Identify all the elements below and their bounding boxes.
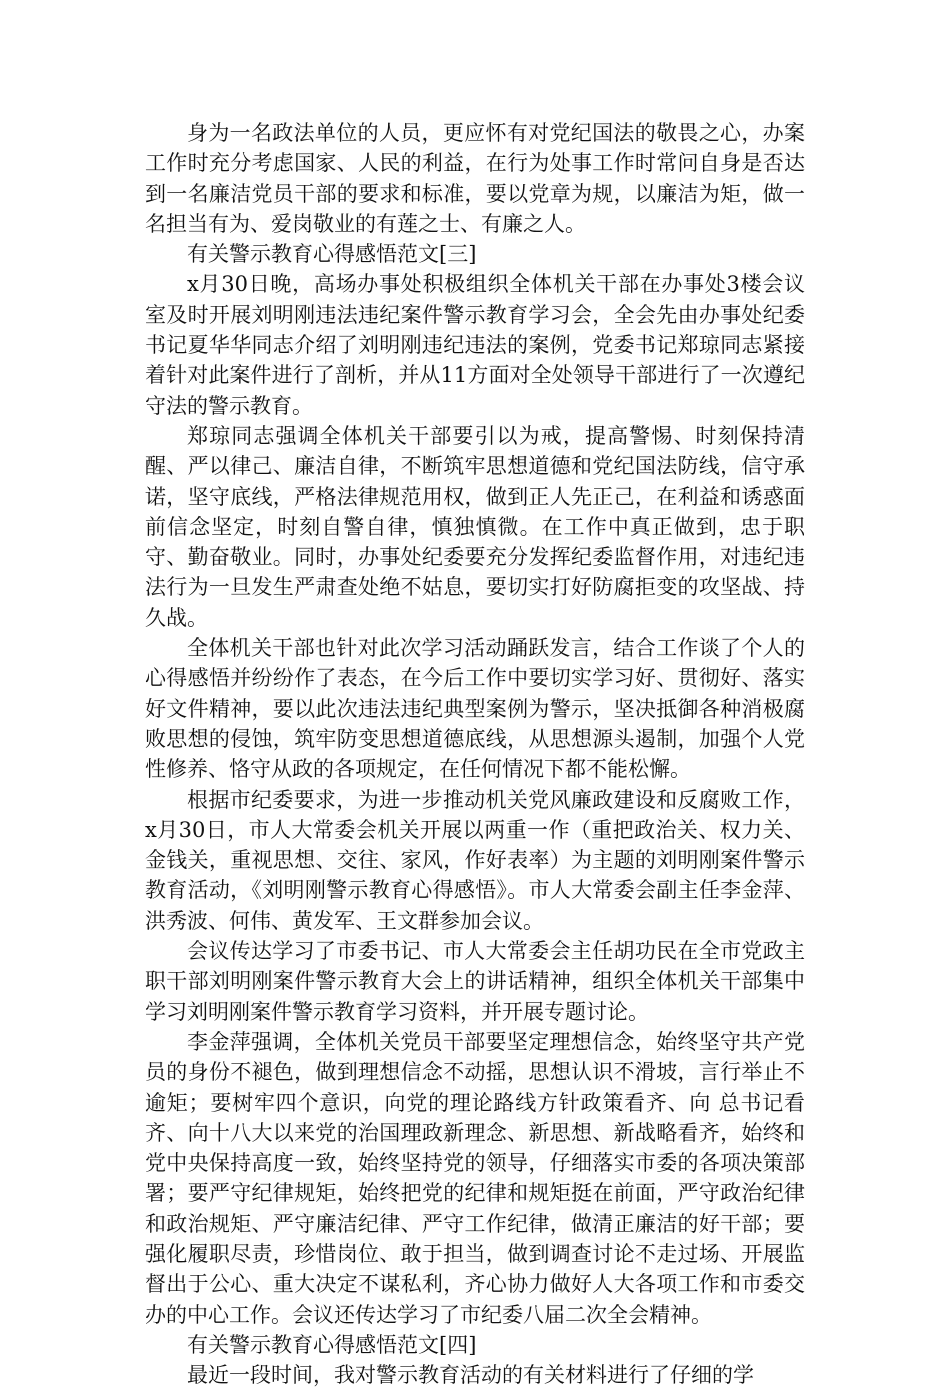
paragraph-lijinping-emphasis: 李金萍强调，全体机关党员干部要坚定理想信念，始终坚守共产党员的身份不褪色，做到理想信念不动摇，思想认识不滑坡，言行举止不逾矩；要树牢四个意识，向党的理论路线方针政策看齐、向 总书记看齐、向十八大以来党的治国理政新理念、新思想、新战略看齐，始终和党中央保持高度一致，始终坚持党的领导，仔细落实市委的各项决策部署；要严守纪律规矩，始终把党的纪律和规矩挺在前面，严守政治纪律和政治规矩、严守廉洁纪律、严守工作纪律，做清正廉洁的好干部；要强化履职尽责，珍惜岗位、敢于担当，做到调查讨论不走过场、开展监督出于公心、重大决定不谋私利，齐心协力做好人大各项工作和市委交办的中心工作。会议还传达学习了市纪委八届二次全会精神。 bbox=[145, 1029, 805, 1327]
document-body bbox=[145, 118, 805, 1390]
paragraph-gaochang-meeting: x月30日晚，高场办事处积极组织全体机关干部在办事处3楼会议室及时开展刘明刚违法违纪案件警示教育学习会，全会先由办事处纪委书记夏华华同志介绍了刘明刚违纪违法的案例，党委书记郑琼同志紧接着针对此案件进行了剖析，并从11方面对全处领导干部进行了一次遵纪守法的警示教育。 bbox=[145, 272, 805, 418]
paragraph-meeting-convey: 会议传达学习了市委书记、市人大常委会主任胡功民在全市党政主职干部刘明刚案件警示教育大会上的讲话精神，组织全体机关干部集中学习刘明刚案件警示教育学习资料，并开展专题讨论。 bbox=[145, 939, 805, 1024]
paragraph-closing-reflection: 身为一名政法单位的人员，更应怀有对党纪国法的敬畏之心，办案工作时充分考虑国家、人民的利益，在行为处事工作时常问自身是否达到一名廉洁党员干部的要求和标准，要以党章为规，以廉洁为矩，做一名担当有为、爱岗敬业的有莲之士、有廉之人。 bbox=[145, 121, 805, 236]
paragraph-cadres-speech: 全体机关干部也针对此次学习活动踊跃发言，结合工作谈了个人的心得感悟并纷纷作了表态，在今后工作中要切实学习好、贯彻好、落实好文件精神，要以此次违法违纪典型案例为警示，坚决抵御各种消极腐败思想的侵蚀，筑牢防变思想道德底线，从思想源头遏制，加强个人党性修养、恪守从政的各项规定，在任何情况下都不能松懈。 bbox=[145, 636, 805, 782]
paragraph-recent-study: 最近一段时间，我对警示教育活动的有关材料进行了仔细的学 bbox=[187, 1363, 754, 1388]
section-heading-3: 有关警示教育心得感悟范文[三] bbox=[187, 242, 477, 267]
paragraph-zhengqiong-emphasis: 郑琼同志强调全体机关干部要引以为戒，提高警惕、时刻保持清醒、严以律己、廉洁自律，不断筑牢思想道德和党纪国法防线，信守承诺，坚守底线，严格法律规范用权，做到正人先正己，在利益和诱惑面前信念坚定，时刻自警自律，慎独慎微。在工作中真正做到，忠于职守、勤奋敬业。同时，办事处纪委要充分发挥纪委监督作用，对违纪违法行为一旦发生严肃查处绝不姑息，要切实打好防腐拒变的攻坚战、持久战。 bbox=[145, 423, 805, 630]
section-heading-4: 有关警示教育心得感悟范文[四] bbox=[187, 1332, 477, 1357]
paragraph-npc-activity: 根据市纪委要求，为进一步推动机关党风廉政建设和反腐败工作，x月30日，市人大常委会机关开展以两重一作（重把政治关、权力关、金钱关，重视思想、交往、家风，作好表率）为主题的刘明刚案件警示教育活动，《刘明刚警示教育心得感悟》。市人大常委会副主任李金萍、洪秀波、何伟、黄发军、王文群参加会议。 bbox=[145, 787, 805, 933]
